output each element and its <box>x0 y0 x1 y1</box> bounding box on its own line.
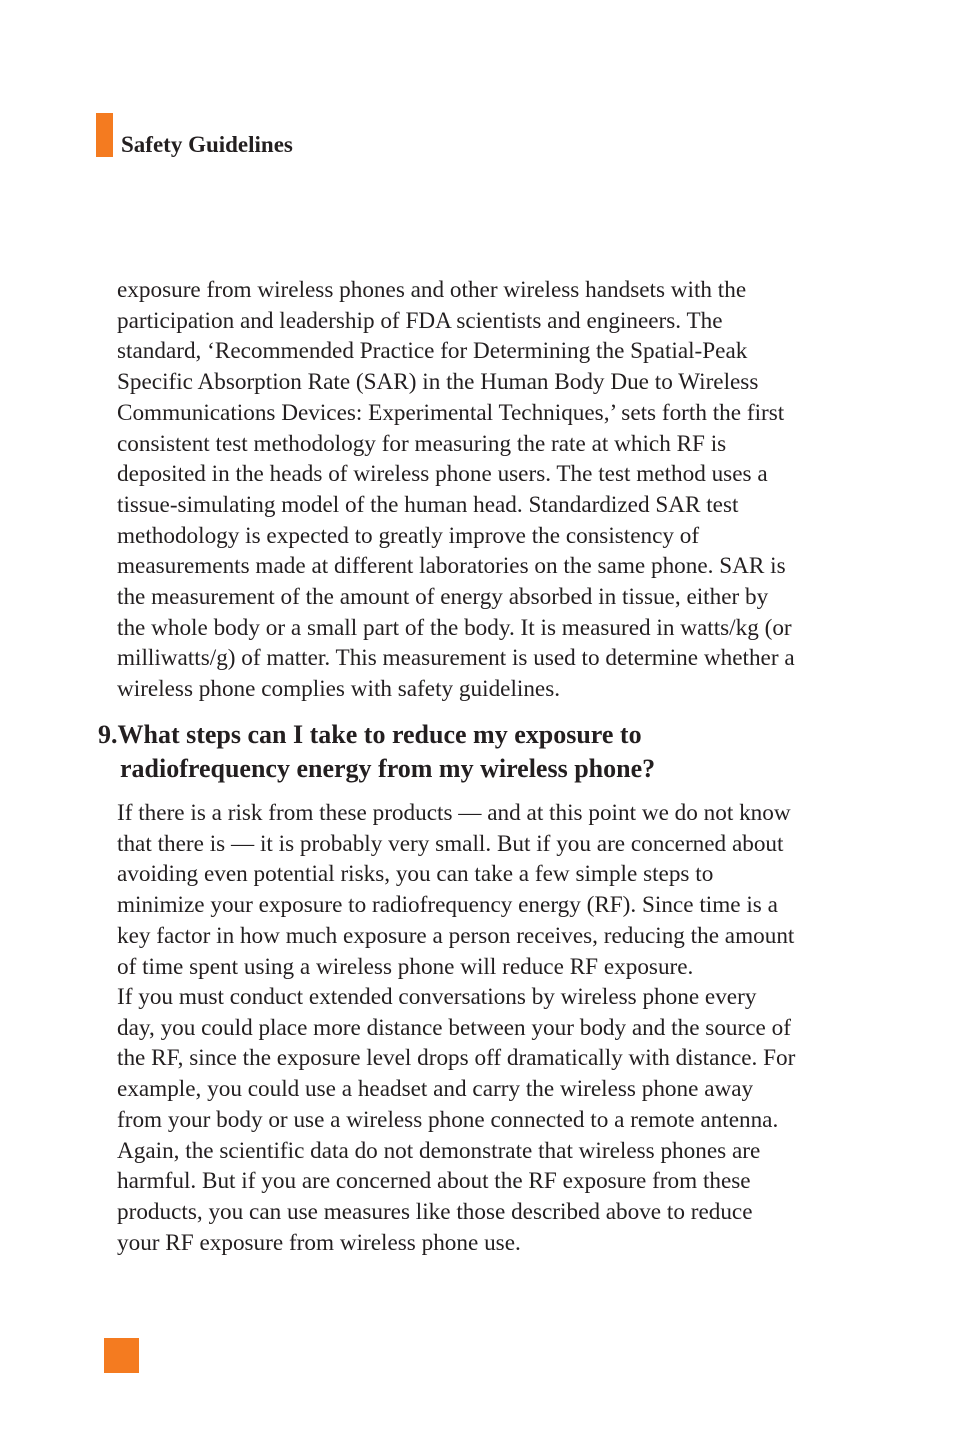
text-line: standard, ‘Recommended Practice for Determining the Spatial-Peak <box>117 338 748 365</box>
question-line: 9.What steps can I take to reduce my exposure to <box>98 720 642 749</box>
page-marker-square <box>104 1338 139 1373</box>
text-line: avoiding even potential risks, you can take a few simple steps to <box>117 861 714 888</box>
text-line: harmful. But if you are concerned about the RF exposure from these <box>117 1168 751 1195</box>
text-line: Specific Absorption Rate (SAR) in the Human Body Due to Wireless <box>117 369 759 396</box>
text-line: key factor in how much exposure a person receives, reducing the amount <box>117 922 795 949</box>
text-line: measurements made at different laboratories on the same phone. SAR is <box>117 553 786 580</box>
text-line: day, you could place more distance between your body and the source of <box>117 1014 791 1041</box>
text-line: Again, the scientific data do not demonstrate that wireless phones are <box>117 1137 761 1164</box>
text-line: consistent test methodology for measuring the rate at which RF is <box>117 430 727 457</box>
text-line: of time spent using a wireless phone will reduce RF exposure. <box>117 953 694 980</box>
section-title: Safety Guidelines <box>121 132 293 157</box>
question-line: radiofrequency energy from my wireless phone? <box>120 754 656 783</box>
text-line: from your body or use a wireless phone connected to a remote antenna. <box>117 1106 779 1133</box>
text-line: wireless phone complies with safety guidelines. <box>117 676 561 703</box>
text-line: example, you could use a headset and carry the wireless phone away <box>117 1076 754 1103</box>
text-line: deposited in the heads of wireless phone users. The test method uses a <box>117 461 768 488</box>
text-line: methodology is expected to greatly improve the consistency of <box>117 522 700 549</box>
text-line: milliwatts/g) of matter. This measurement is used to determine whether a <box>117 645 795 672</box>
text-line: tissue-simulating model of the human head. Standardized SAR test <box>117 491 739 518</box>
text-line: the whole body or a small part of the body. It is measured in watts/kg (or <box>117 614 792 641</box>
text-line: If there is a risk from these products — and at this point we do not know <box>117 800 791 826</box>
body-paragraph-sar-standard <box>117 275 795 705</box>
text-line: your RF exposure from wireless phone use. <box>117 1229 521 1256</box>
text-line: minimize your exposure to radiofrequency energy (RF). Since time is a <box>117 892 778 919</box>
body-paragraph-increase-distance <box>117 982 795 1258</box>
text-line: the measurement of the amount of energy absorbed in tissue, either by <box>117 584 769 611</box>
text-line: products, you can use measures like those described above to reduce <box>117 1198 753 1225</box>
text-line: exposure from wireless phones and other wireless handsets with the <box>117 277 747 303</box>
header-accent-bar <box>96 113 113 157</box>
body-paragraph-reduce-time <box>117 798 794 982</box>
text-line: Communications Devices: Experimental Techniques,’ sets forth the first <box>117 399 785 426</box>
text-line: participation and leadership of FDA scientists and engineers. The <box>117 307 723 334</box>
question-heading <box>98 718 655 786</box>
text-line: the RF, since the exposure level drops off dramatically with distance. For <box>117 1045 796 1072</box>
text-line: that there is — it is probably very small. But if you are concerned about <box>117 830 784 857</box>
text-line: If you must conduct extended conversations by wireless phone every <box>117 984 757 1010</box>
